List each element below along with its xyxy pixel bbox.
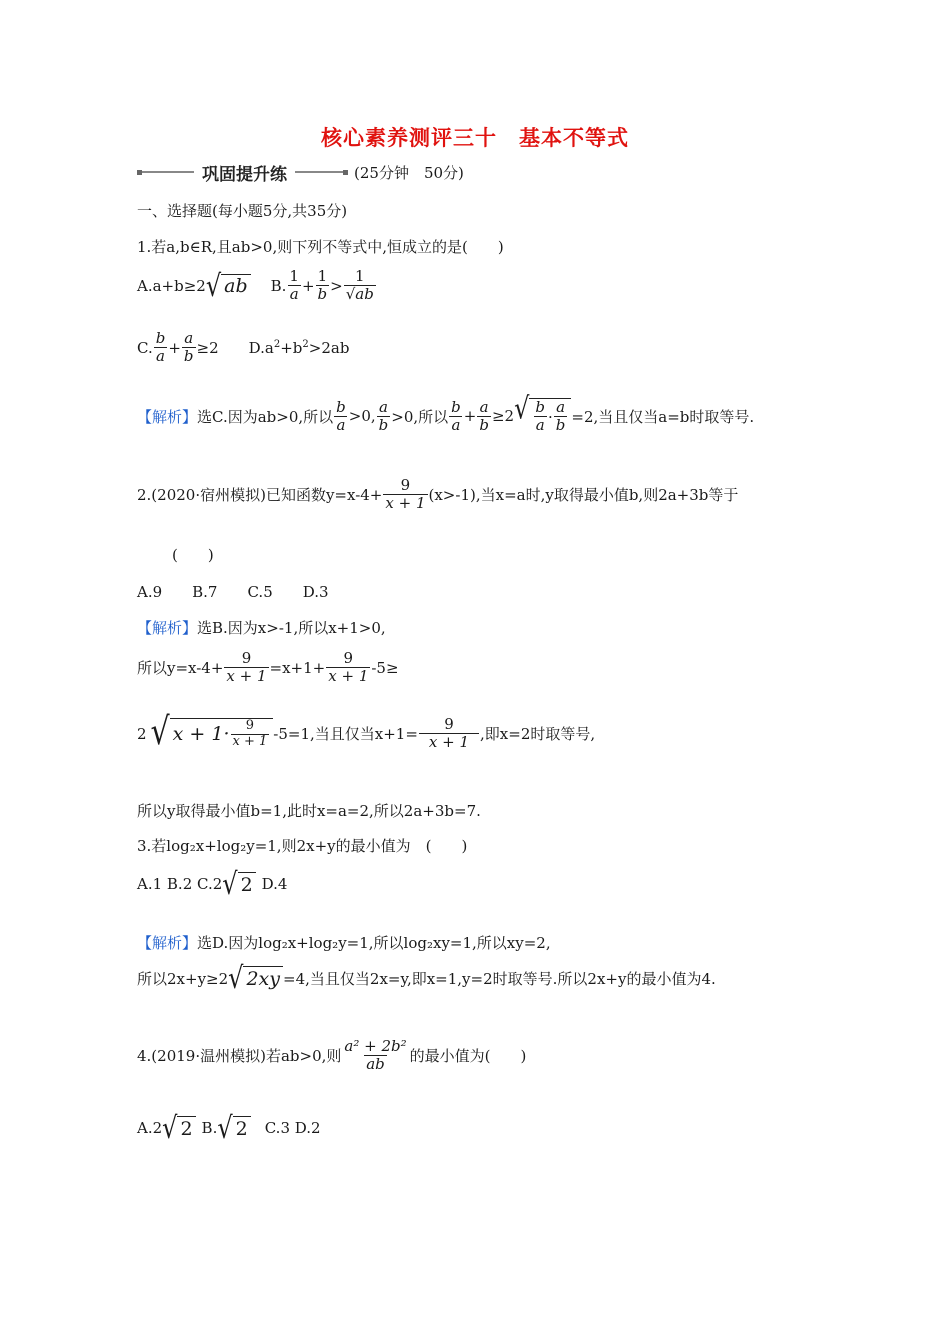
question-1-solution: 【解析】 选C.因为ab>0,所以 $\frac{b}{a}$ >0, $\frac{a}{b}$ >0,所以 $\frac{b}{a}$ + $\frac{a}{b}$ ≥2 √ $\frac{b}{a}$ · $\frac{a}{b}$ =2,当且仅当a=b时取等号. <box>137 390 755 435</box>
page-title: 核心素养测评三十 基本不等式 <box>321 126 629 150</box>
question-2-paren: ( ) <box>172 546 214 564</box>
question-2-solution-3: 2 √ x + 1· $\frac{9}{x + 1}$ -5=1,当且仅当x+1= $\frac{9}{x + 1}$ ,即x=2时取等号, <box>137 710 596 754</box>
question-2-solution-2: 所以y=x-4+ $\frac{9}{x + 1}$ =x+1+ $\frac{9}{x + 1}$ -5≥ <box>137 649 399 686</box>
frac-1-over-b: $\frac{1}{b}$ <box>317 267 328 304</box>
question-3-stem: 3.若log₂x+log₂y=1,则2x+y的最小值为 ( ) <box>137 837 468 855</box>
question-1-options-cd: C. $\frac{b}{a}$ + $\frac{a}{b}$ ≥2 $D.a^2+b^2>2ab$ <box>137 329 350 366</box>
frac-b-over-a: $\frac{b}{a}$ <box>155 329 166 366</box>
option-d: $D.a^2+b^2>2ab$ <box>248 338 350 357</box>
banner-line <box>142 171 194 173</box>
banner-line <box>295 171 343 173</box>
solution-tag: 【解析】 <box>137 407 198 426</box>
sqrt-ab: √ ab <box>206 274 251 298</box>
sqrt-product: √ $\frac{b}{a}$ · $\frac{a}{b}$ <box>514 398 571 435</box>
option-c: C. <box>137 338 153 357</box>
question-3-solution-1: 【解析】选D.因为log₂x+log₂y=1,所以log₂xy=1,所以xy=2, <box>137 934 551 952</box>
question-3-solution-2: 所以2x+y≥2 √ 2xy =4,当且仅当2x=y,即x=1,y=2时取等号.所以2x+y的最小值为4. <box>137 960 716 996</box>
question-2-solution-4: 所以y取得最小值b=1,此时x=a=2,所以2a+3b=7. <box>137 802 481 820</box>
question-2-options: A.9 B.7 C.5 D.3 <box>137 583 329 601</box>
option-a: A.a+b≥2 <box>137 276 206 295</box>
section-heading: 一、选择题(每小题5分,共35分) <box>137 202 348 220</box>
question-1-options-ab: A.a+b≥2 √ ab B. $\frac{1}{a}$ + $\frac{1}{b}$ > $\frac{1}{√ab}$ <box>137 267 374 304</box>
frac-1-over-sqrt-ab: $\frac{1}{√ab}$ <box>345 267 374 304</box>
question-2-solution-1: 【解析】选B.因为x>-1,所以x+1>0, <box>137 619 386 637</box>
banner-dot <box>343 170 348 175</box>
question-1-stem: 1.若a,b∈R,且ab>0,则下列不等式中,恒成立的是( ) <box>137 238 504 256</box>
frac-a-over-b: $\frac{a}{b}$ <box>183 329 194 366</box>
question-2-stem: 2.(2020·宿州模拟)已知函数y=x-4+ $\frac{9}{x + 1}$ (x>-1),当x=a时,y取得最小值b,则2a+3b等于 <box>137 476 739 513</box>
option-b: B. <box>270 276 287 295</box>
question-3-options: A.1 B.2 C.2 √ 2 D.4 <box>137 866 288 902</box>
frac-9-over-x1: $\frac{9}{x + 1}$ <box>385 476 426 513</box>
question-4-options: A.2 √ 2 B. √ 2 C.3 D.2 <box>137 1110 321 1146</box>
banner-label: 巩固提升练 <box>202 164 287 185</box>
banner-time: (25分钟 50分) <box>354 163 464 182</box>
question-4-stem: 4.(2019·温州模拟)若ab>0,则 $\frac{\text{a² + 2b²}}{ab}$ 的最小值为( ) <box>137 1037 527 1074</box>
frac-1-over-a: $\frac{1}{a}$ <box>289 267 299 304</box>
section-banner <box>137 160 464 184</box>
